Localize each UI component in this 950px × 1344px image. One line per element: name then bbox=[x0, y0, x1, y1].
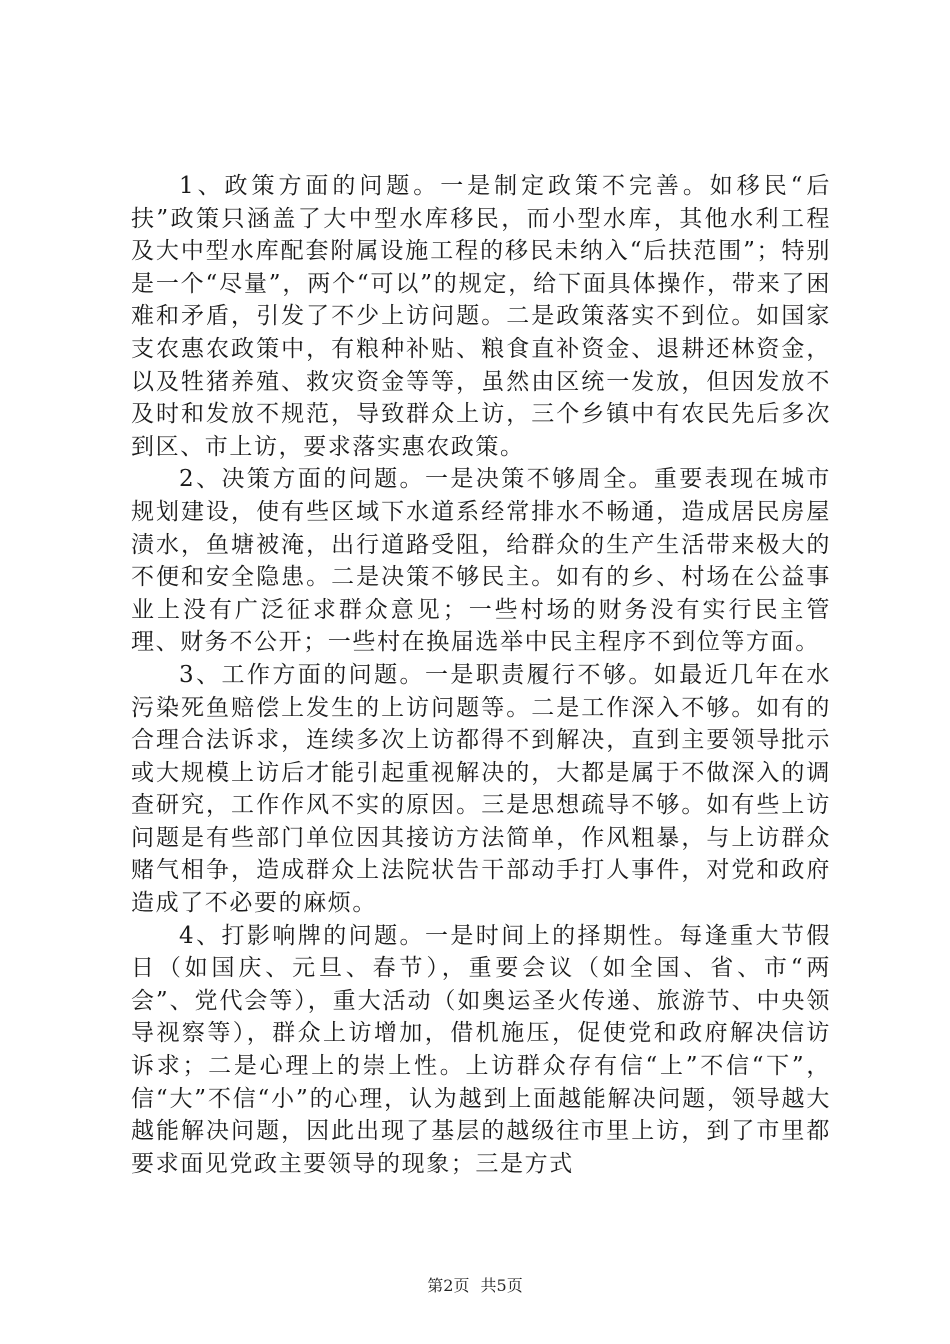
paragraph-work-issues: 3、工作方面的问题。一是职责履行不够。如最近几年在水污染死鱼赔偿上发生的上访问题等。二是工作深入不够。如有的合理合法诉求，连续多次上访都得不到解决，直到主要领导批示或大规模上访后才能引起重视解决的，大都是属于不做深入的调查研究，工作作风不实的原因。三是思想疏导不够。如有些上访问题是有些部门单位因其接访方法简单，作风粗暴，与上访群众赌气相争，造成群众上法院状告干部动手打人事件，对党和政府造成了不必要的麻烦。 bbox=[131, 661, 831, 917]
body-text bbox=[131, 150, 831, 1180]
paragraph-decision-issues: 2、决策方面的问题。一是决策不够周全。重要表现在城市规划建设，使有些区域下水道系经常排水不畅通，造成居民房屋渍水，鱼塘被淹，出行道路受阻，给群众的生产生活带来极大的不便和安全隐患。二是决策不够民主。如有的乡、村场在公益事业上没有广泛征求群众意见；一些村场的财务没有实行民主管理、财务不公开；一些村在换届选举中民主程序不到位等方面。 bbox=[131, 466, 831, 656]
page-total: 共5页 bbox=[480, 1276, 523, 1295]
page-footer bbox=[0, 1273, 950, 1296]
page-number: 第2页 bbox=[427, 1276, 470, 1295]
paragraph-influence-issues: 4、打影响牌的问题。一是时间上的择期性。每逢重大节假日（如国庆、元旦、春节），重要会议（如全国、省、市“两会”、党代会等），重大活动（如奥运圣火传递、旅游节、中央领导视察等），群众上访增加，借机施压，促使党和政府解决信访诉求；二是心理上的崇上性。上访群众存有信“上”不信“下”，信“大”不信“小”的心理，认为越到上面越能解决问题，领导越大越能解决问题，因此出现了基层的越级往市里上访，到了市里都要求面见党政主要领导的现象；三是方式 bbox=[131, 922, 831, 1177]
paragraph-policy-issues: 1、政策方面的问题。一是制定政策不完善。如移民“后扶”政策只涵盖了大中型水库移民，而小型水库，其他水利工程及大中型水库配套附属设施工程的移民未纳入“后扶范围”；特别是一个“尽量”，两个“可以”的规定，给下面具体操作，带来了困难和矛盾，引发了不少上访问题。二是政策落实不到位。如国家支农惠农政策中，有粮种补贴、粮食直补资金、退耕还林资金，以及牲猪养殖、救灾资金等等，虽然由区统一发放，但因发放不及时和发放不规范，导致群众上访，三个乡镇中有农民先后多次到区、市上访，要求落实惠农政策。 bbox=[131, 173, 831, 460]
